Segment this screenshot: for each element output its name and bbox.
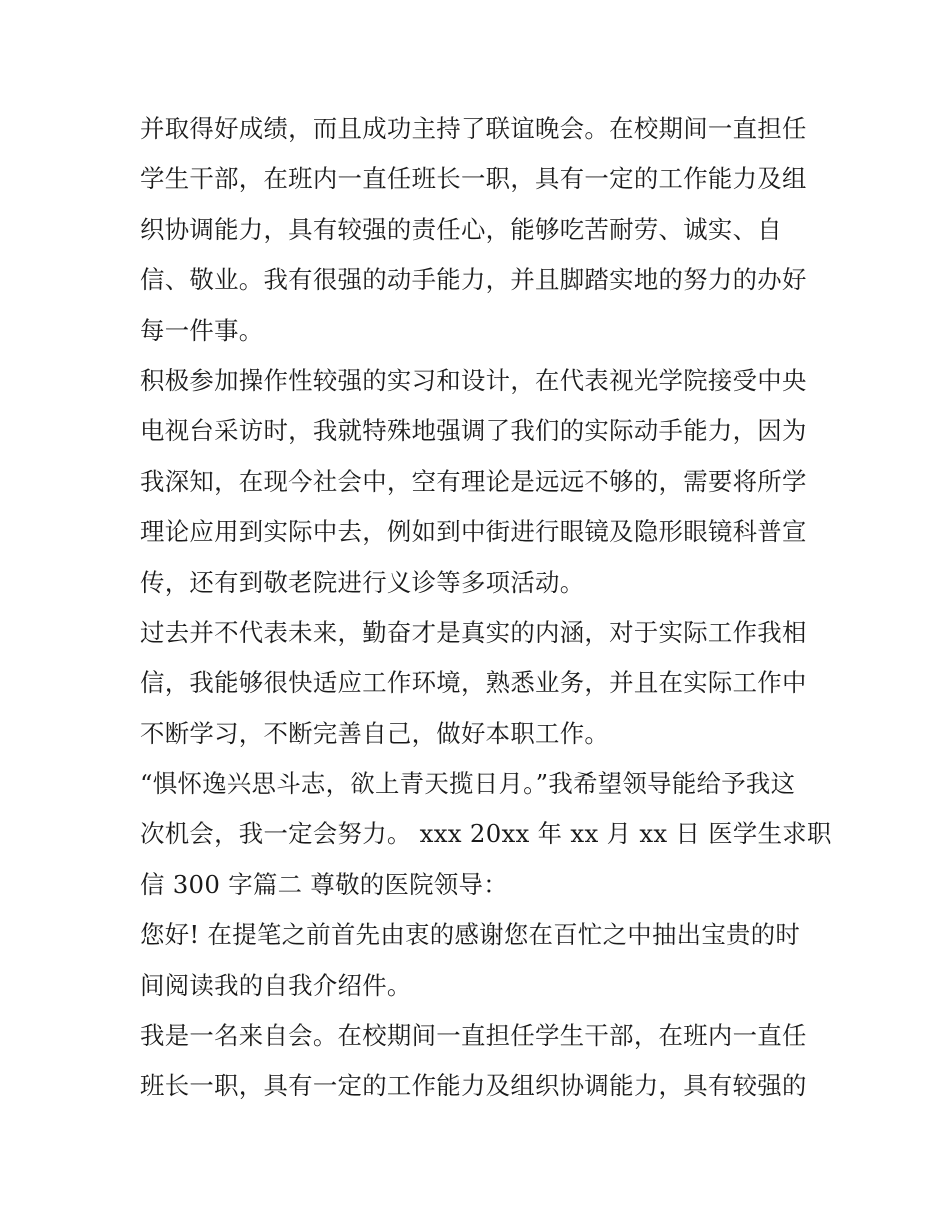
- text-line: 学生干部，在班内一直任班长一职，具有一定的工作能力及组: [140, 164, 807, 194]
- text-line: 班长一职，具有一定的工作能力及组织协调能力，具有较强的: [140, 1071, 807, 1101]
- text-line: 信，我能够很快适应工作环境，熟悉业务，并且在实际工作中: [140, 668, 807, 698]
- text-line: 过去并不代表未来，勤奋才是真实的内涵，对于实际工作我相: [140, 617, 807, 647]
- text-line: 我深知，在现今社会中，空有理论是远远不够的，需要将所学: [140, 466, 807, 496]
- text-line: 您好! 在提笔之前首先由衷的感谢您在百忙之中抽出宝贵的时: [140, 920, 801, 950]
- text-line: 间阅读我的自我介绍件。: [140, 970, 412, 1000]
- text-line: 并取得好成绩，而且成功主持了联谊晚会。在校期间一直担任: [140, 114, 807, 143]
- text-line: 每一件事。: [140, 315, 264, 345]
- text-line: 电视台采访时，我就特殊地强调了我们的实际动手能力，因为: [140, 416, 807, 446]
- text-line: 信、敬业。我有很强的动手能力，并且脚踏实地的努力的办好: [140, 265, 807, 295]
- text-line: “惧怀逸兴思斗志，欲上青天揽日月。”我希望领导能给予我这: [140, 769, 796, 799]
- text-line: 次机会，我一定会努力。 xxx 20xx 年 xx 月 xx 日 医学生求职: [140, 819, 832, 849]
- text-line: 织协调能力，具有较强的责任心，能够吃苦耐劳、诚实、自: [140, 214, 782, 244]
- text-line: 积极参加操作性较强的实习和设计，在代表视光学院接受中央: [140, 365, 807, 395]
- text-line: 信 300 字篇二 尊敬的医院领导：: [140, 869, 508, 899]
- text-line: 理论应用到实际中去，例如到中街进行眼镜及隐形眼镜科普宣: [140, 517, 807, 547]
- text-line: 传，还有到敬老院进行义诊等多项活动。: [140, 567, 585, 597]
- text-line: 不断学习，不断完善自己，做好本职工作。: [140, 718, 610, 748]
- document-body: [140, 104, 832, 1112]
- text-line: 我是一名来自会。在校期间一直担任学生干部，在班内一直任: [140, 1021, 807, 1051]
